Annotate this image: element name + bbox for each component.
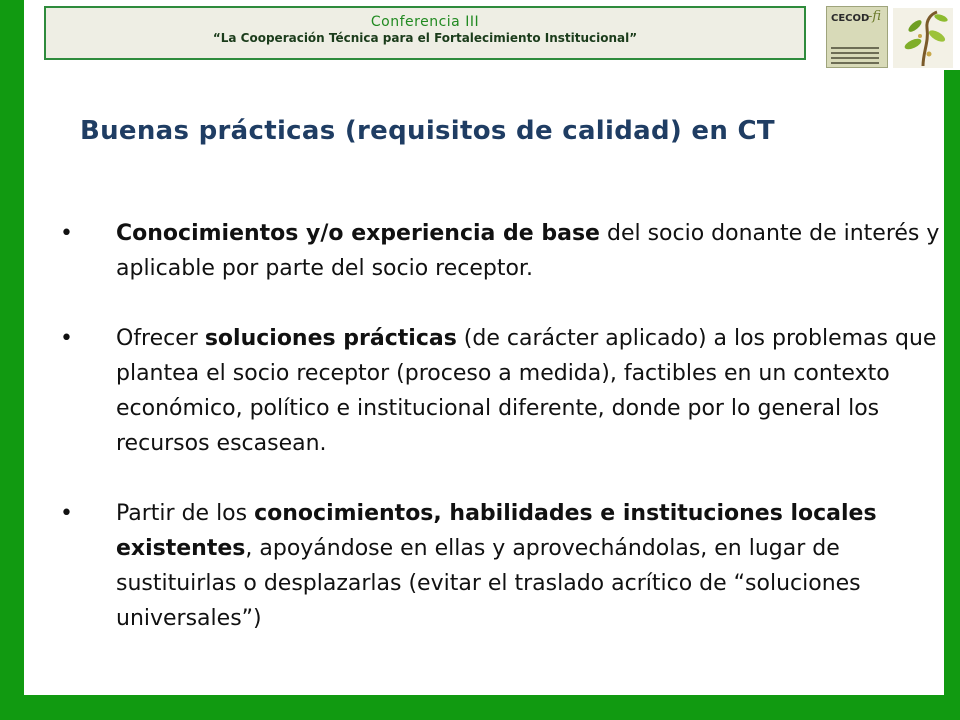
conference-header xyxy=(44,6,806,60)
slide-title: Buenas prácticas (requisitos de calidad) en CT xyxy=(80,116,775,146)
cecod-logo-suffix: -fi xyxy=(868,9,882,24)
bottom-accent-bar xyxy=(0,695,960,720)
bullet-emphasis: conocimientos, habilidades e instituciones locales existentes xyxy=(116,501,877,561)
bullet-text-after: , apoyándose en ellas y aprovechándolas, en lugar de sustituirlas o desplazarlas (evitar el traslado acrítico de “soluciones universales”) xyxy=(116,536,861,631)
bullet-dot-icon: • xyxy=(60,501,73,526)
cecod-logo-name: CECOD xyxy=(831,13,870,24)
left-accent-bar xyxy=(0,0,24,720)
conference-title: Conferencia III xyxy=(370,14,480,30)
bullet-text-before: Ofrecer xyxy=(116,326,205,351)
bullet-item xyxy=(60,321,940,461)
bullet-item xyxy=(60,496,940,636)
bullet-emphasis: soluciones prácticas xyxy=(204,326,457,351)
bullet-text-before: Partir de los xyxy=(116,501,255,526)
bullet-list xyxy=(60,216,940,671)
bullet-dot-icon: • xyxy=(60,326,73,351)
bullet-text-after: del socio donante de interés y aplicable por parte del socio receptor. xyxy=(116,221,940,281)
bullet-text-after: (de carácter aplicado) a los problemas que plantea el socio receptor (proceso a medida), factibles en un contexto económico, político e institucional diferente, donde por lo general los recursos escasean. xyxy=(116,326,937,456)
bullet-emphasis: Conocimientos y/o experiencia de base xyxy=(116,221,600,246)
cecod-logo-text-lines xyxy=(831,47,879,67)
bullet-dot-icon: • xyxy=(60,221,73,246)
conference-subtitle: “La Cooperación Técnica para el Fortalecimiento Institucional” xyxy=(212,31,638,45)
sprout-icon xyxy=(893,8,953,68)
cecod-fi-logo xyxy=(826,6,888,68)
sprout-logo xyxy=(893,8,953,68)
bullet-item xyxy=(60,216,940,286)
right-accent-bar xyxy=(944,70,960,720)
